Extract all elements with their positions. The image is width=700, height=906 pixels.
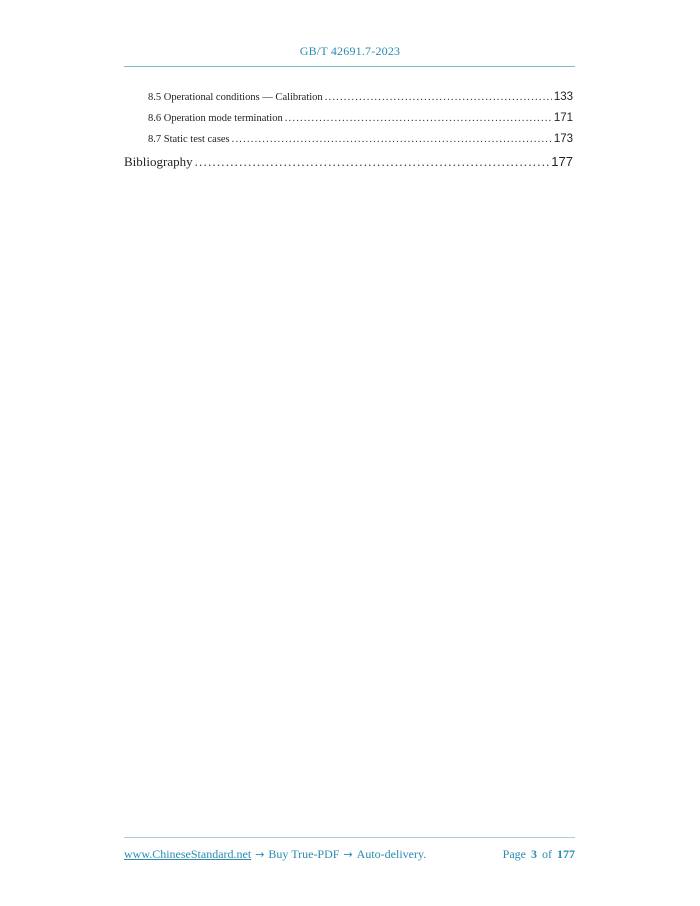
of-word: of [542,847,552,861]
toc-dot-leader [195,153,550,171]
toc-entry-page: 173 [553,133,573,145]
toc-dot-leader [285,112,552,125]
toc-dot-leader [325,91,552,104]
header-divider [124,66,575,67]
site-link[interactable]: www.ChineseStandard.net [124,847,252,861]
right-arrow-icon: → [255,848,265,861]
right-arrow-icon: → [343,848,353,861]
footer-divider [124,837,575,838]
document-header-id: GB/T 42691.7-2023 [299,44,401,58]
toc-entry-page: 177 [551,154,573,169]
auto-delivery-text: Auto-delivery. [356,847,427,861]
toc-entry-bibliography[interactable] [124,153,573,171]
toc-entry-label: 8.6 Operation mode termination [148,113,283,124]
current-page-number: 3 [531,847,537,861]
toc-entry-label: 8.5 Operational conditions — Calibration [148,92,323,103]
buy-true-pdf-text: Buy True-PDF [268,847,340,861]
page-counter [503,847,575,862]
toc-dot-leader [232,133,552,146]
toc-entry-page: 133 [553,91,573,103]
toc-entry-label: Bibliography [124,154,193,169]
toc-entry-label: 8.7 Static test cases [148,134,230,145]
total-page-count: 177 [557,847,575,861]
toc-entry[interactable] [148,90,573,104]
page-footer [124,847,575,862]
toc-entry[interactable] [148,132,573,146]
toc-entry-page: 171 [553,112,573,124]
toc-entry[interactable] [148,111,573,125]
footer-promo [124,847,426,862]
page-word: Page [502,847,526,861]
